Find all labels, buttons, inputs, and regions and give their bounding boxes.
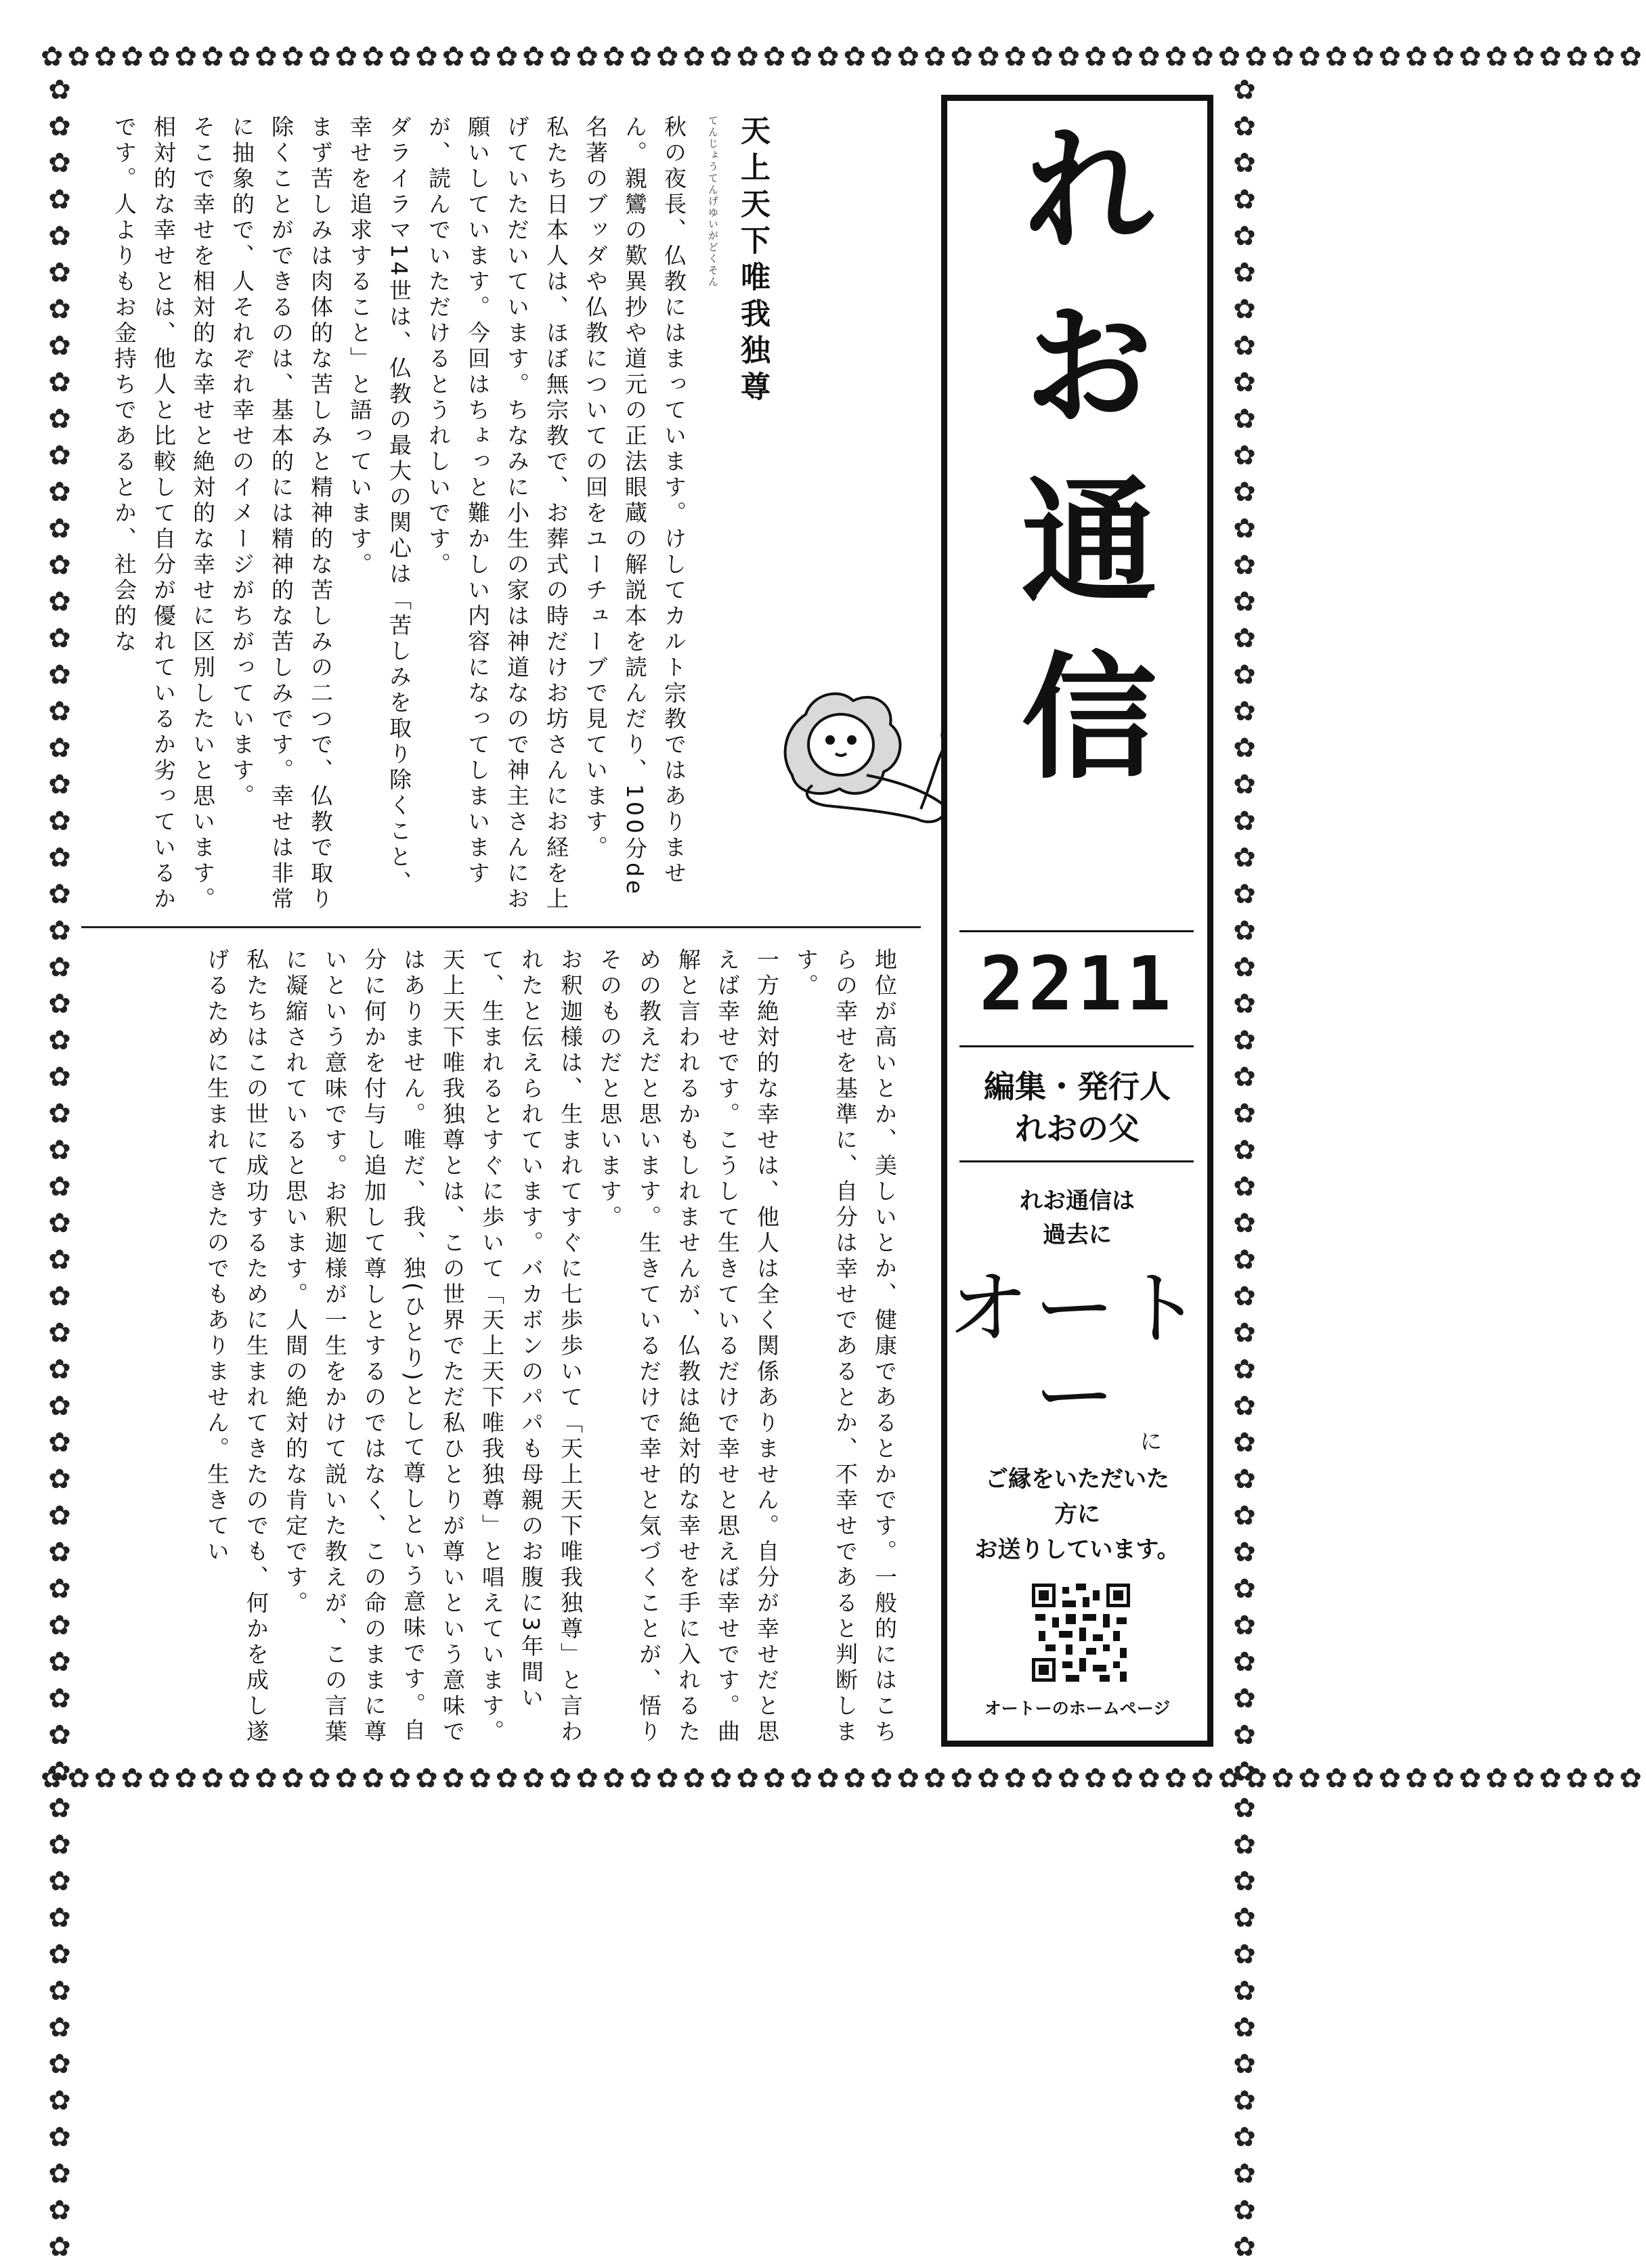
oto-name: オートー (947, 1262, 1207, 1444)
masthead-rule (959, 930, 1194, 932)
recipients-note (947, 1462, 1207, 1567)
flower-border-left: ✿✿✿✿✿✿✿✿✿✿✿✿✿✿✿✿✿✿✿✿✿✿✿✿✿✿✿✿✿✿✿✿✿✿✿✿✿✿✿✿✿✿✿✿✿✿✿✿✿✿✿✿✿✿✿✿✿✿✿✿ (44, 74, 75, 2268)
lower-paragraph: 私たちはこの世に成功するために生まれてきたのでも、何かを成し遂げるために生まれてきたのでもありません。生きてい (204, 948, 269, 1745)
lower-article (197, 948, 904, 1747)
oto-ni-particle: に (1140, 1429, 1163, 1454)
past-note (947, 1184, 1207, 1252)
masthead-rule (959, 1160, 1194, 1162)
masthead-rule (959, 1045, 1194, 1047)
upper-article (104, 115, 772, 917)
lower-paragraph: お釈迦様は、生まれてすぐに七歩歩いて「天上天下唯我独尊」と言われたと伝えられています。バカボンのパパも母親のお腹に3年間いて、生まれるとすぐに歩いて「天上天下唯我独尊」と唱えています。 (479, 948, 584, 1745)
upper-paragraph: そこで幸せを相対的な幸せと絶対的な幸せに区別したいと思います。相対的な幸せとは、他人と比較して自分が優れているか劣っているかです。人よりもお金持ちであるとか、社会的な (111, 115, 216, 913)
editor-line1: 編集・発行人 (984, 1068, 1171, 1105)
recipients-line2: 方に (1054, 1501, 1100, 1528)
editor-line2: れおの父 (1015, 1110, 1140, 1147)
masthead-title-wrap (999, 118, 1156, 930)
masthead-title: れお通信 (999, 118, 1156, 822)
past-line2: 過去に (1043, 1221, 1112, 1248)
flower-border-top: ✿✿✿✿✿✿✿✿✿✿✿✿✿✿✿✿✿✿✿✿✿✿✿✿✿✿✿✿✿✿✿✿✿✿✿✿✿✿✿✿✿✿✿✿✿✿✿✿✿✿✿✿✿✿✿✿✿✿✿✿ (41, 41, 1646, 72)
upper-paragraph: 秋の夜長、仏教にはまっています。けしてカルト宗教ではありません。親鸞の歎異抄や道元の正法眼蔵の解説本を読んだり、100分de名著のブッダや仏教についての回をユーチューブで見ています。 (582, 115, 687, 898)
issue-number: 2211 (979, 940, 1175, 1027)
oto-name-block (947, 1262, 1207, 1454)
article-heading-text: 天上天下唯我独尊 (735, 115, 770, 408)
recipients-line3: お送りしています。 (974, 1536, 1180, 1563)
article-heading-ruby: てんじょうてんげゆいがどくそん (707, 115, 719, 288)
editor-credit (947, 1066, 1207, 1150)
recipients-line1: ご縁をいただいた (985, 1466, 1169, 1493)
qr-code-icon[interactable] (1032, 1584, 1130, 1682)
lower-paragraph: 地位が高いとか、美しいとか、健康であるとかです。一般的にはこちらの幸せを基準に、自分は幸せであるとか、不幸せであると判断します。 (793, 948, 898, 1745)
qr-caption: オートーのホームページ (984, 1699, 1171, 1718)
lower-paragraph: 天上天下唯我独尊とは、この世界でただ私ひとりが尊いという意味ではありません。唯だ、我、独(ひとり)として尊しという意味です。自分に何かを付与し追加して尊しとするのではなく、この命のままに尊いという意味です。お釈迦様が一生をかけて説いた教えが、この言葉に凝縮されていると思います。人間の絶対的な肯定です。 (282, 948, 466, 1745)
masthead-box (941, 95, 1213, 1747)
flower-border-right: ✿✿✿✿✿✿✿✿✿✿✿✿✿✿✿✿✿✿✿✿✿✿✿✿✿✿✿✿✿✿✿✿✿✿✿✿✿✿✿✿✿✿✿✿✿✿✿✿✿✿✿✿✿✿✿✿✿✿✿✿ (1229, 74, 1260, 2268)
section-divider (81, 926, 921, 928)
upper-paragraph: ダライラマ14世は、仏教の最大の関心は「苦しみを取り除くこと、幸せを追求すること」と語っています。 (347, 115, 412, 896)
past-line1: れお通信は (1020, 1187, 1135, 1215)
upper-paragraph: まず苦しみは肉体的な苦しみと精神的な苦しみの二つで、仏教で取り除くことができるのは、基本的には精神的な苦しみです。幸せは非常に抽象的で、人それぞれ幸せのイメージがちがっています。 (229, 115, 334, 913)
flower-border-bottom: ✿✿✿✿✿✿✿✿✿✿✿✿✿✿✿✿✿✿✿✿✿✿✿✿✿✿✿✿✿✿✿✿✿✿✿✿✿✿✿✿✿✿✿✿✿✿✿✿✿✿✿✿✿✿✿✿✿✿✿✿ (41, 1763, 1646, 1794)
upper-paragraph: 私たち日本人は、ほぼ無宗教で、お葬式の時だけお坊さんにお経を上げていただいています。ちなみに小生の家は神道なので神主さんにお願いしています。今回はちょっと難かしい内容になってしまいますが、読んでいただけるとうれしいです。 (425, 115, 569, 913)
lower-paragraph: 一方絶対的な幸せは、他人は全く関係ありません。自分が幸せだと思えば幸せです。こうして生きているだけで幸せと思えば幸せです。曲解と言われるかもしれませんが、仏教は絶対的な幸せを手に入れるための教えだと思います。生きているだけで幸せと気づくことが、悟りそのものだと思います。 (597, 948, 780, 1745)
